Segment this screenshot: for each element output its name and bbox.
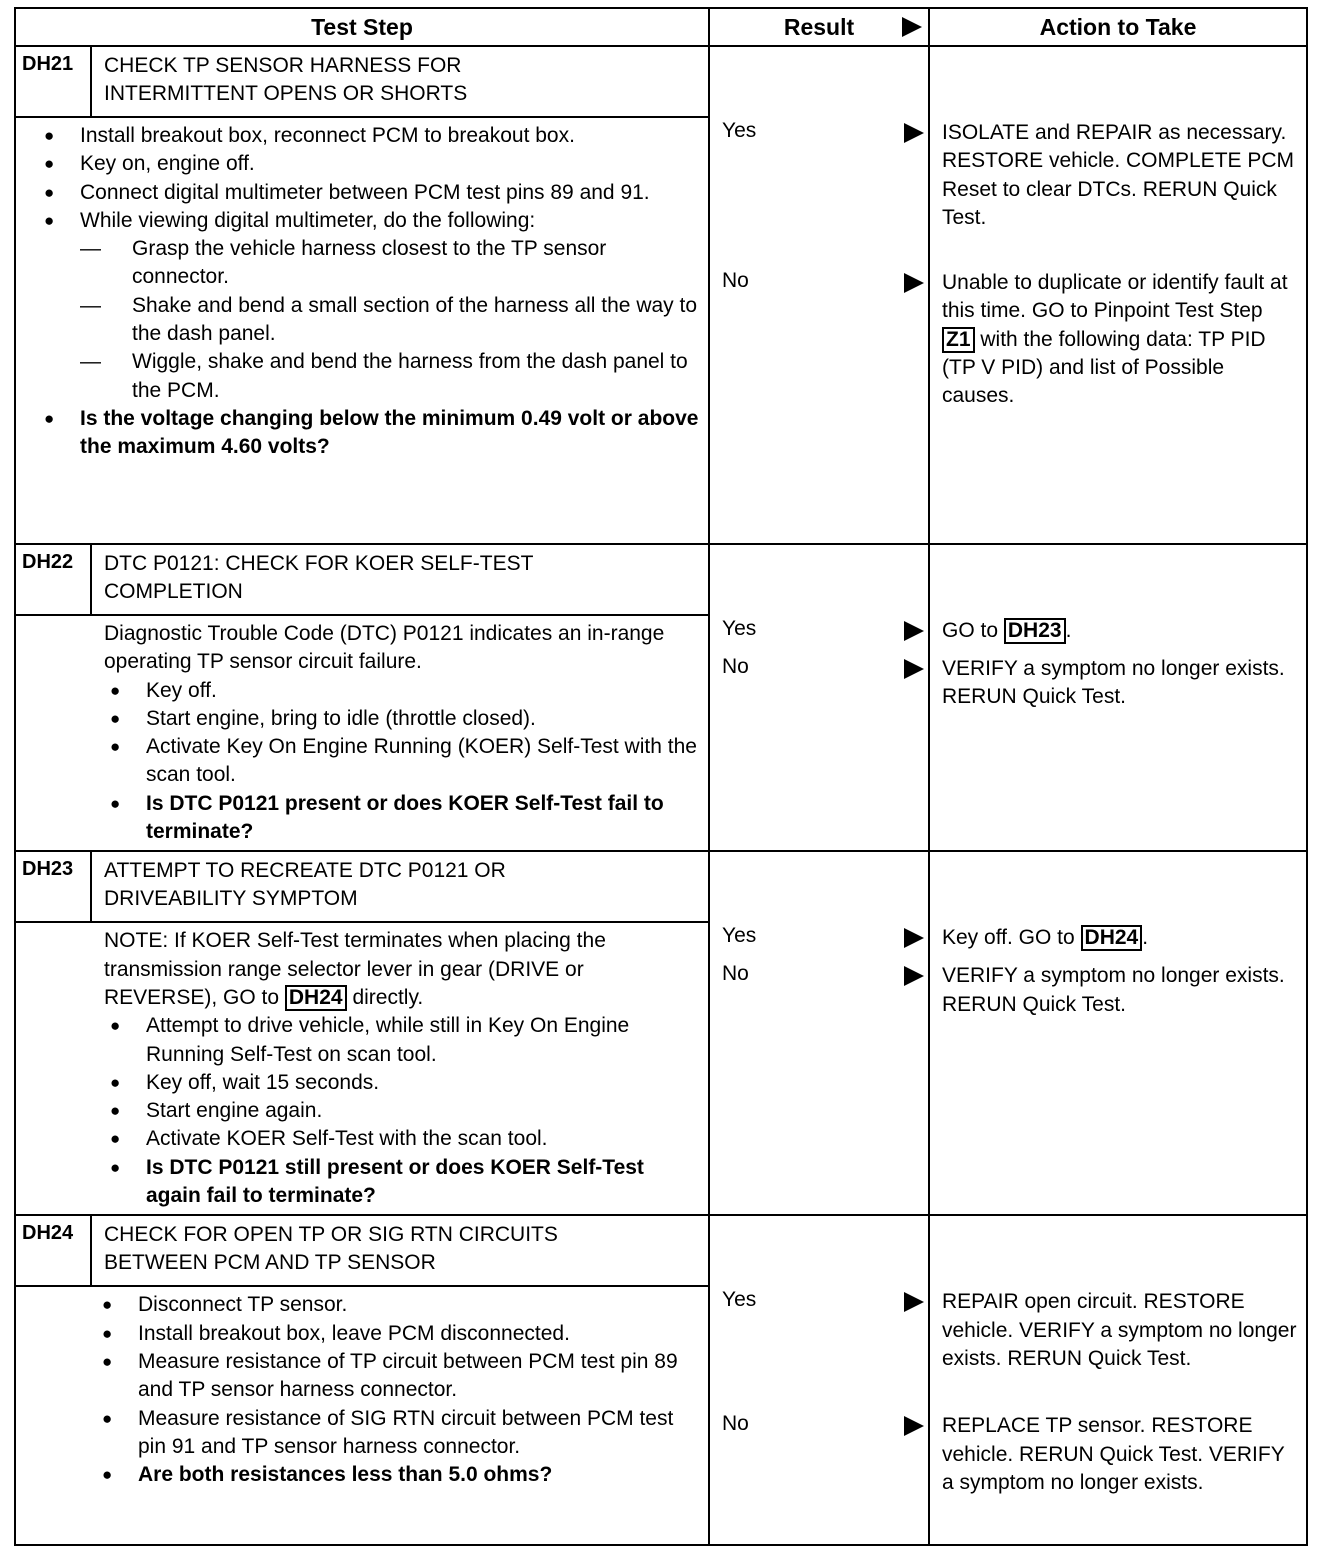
- arrow-right-icon: [904, 928, 924, 948]
- table-row: [15, 544, 1307, 851]
- step-id: DH22: [16, 545, 92, 614]
- step-reference-box[interactable]: DH24: [285, 985, 347, 1011]
- no-action: [942, 269, 1300, 410]
- step-title-line: CHECK FOR OPEN TP OR SIG RTN CIRCUITS: [104, 1223, 558, 1247]
- note-text: directly.: [352, 985, 424, 1009]
- result-no: [722, 269, 749, 293]
- test-step-cell: [15, 851, 709, 1215]
- list-item: ● Attempt to drive vehicle, while still in Key On Engine Running Self-Test on scan tool.: [104, 1012, 700, 1069]
- list-item: ● Install breakout box, leave PCM disconnected.: [96, 1320, 700, 1348]
- step-header: [16, 545, 708, 616]
- yes-action: ISOLATE and REPAIR as necessary. RESTORE vehicle. COMPLETE PCM Reset to clear DTCs. RERUN Quick Test.: [942, 121, 1295, 229]
- action-cell: [929, 544, 1307, 851]
- step-title-line: BETWEEN PCM AND TP SENSOR: [104, 1251, 436, 1275]
- arrow-right-icon: [904, 1292, 924, 1312]
- arrow-right-icon: [904, 621, 924, 641]
- yes-action-text: .: [1065, 619, 1072, 642]
- result-no-label: No: [722, 269, 749, 292]
- list-item: ● Key on, engine off.: [38, 150, 700, 178]
- result-yes-label: Yes: [722, 119, 757, 142]
- step-title: [92, 47, 477, 116]
- result-yes: [722, 617, 756, 641]
- arrow-right-icon: [904, 273, 924, 293]
- list-item: ● Measure resistance of TP circuit between PCM test pin 89 and TP sensor harness connector.: [96, 1348, 700, 1405]
- list-item: ● Disconnect TP sensor.: [96, 1291, 700, 1319]
- result-yes-label: Yes: [722, 924, 757, 948]
- yes-action-text: .: [1142, 926, 1149, 950]
- step-body: [16, 616, 708, 850]
- list-item: ● Install breakout box, reconnect PCM to breakout box.: [38, 122, 700, 150]
- step-title: [92, 1216, 568, 1285]
- step-question: ● Is DTC P0121 still present or does KOER Self-Test again fail to terminate?: [104, 1154, 700, 1211]
- sub-list-item: — Shake and bend a small section of the harness all the way to the dash panel.: [80, 292, 700, 349]
- result-no-label: No: [722, 655, 749, 678]
- result-no: [722, 655, 749, 679]
- test-step-cell: [15, 1215, 709, 1545]
- no-action: VERIFY a symptom no longer exists. RERUN Quick Test.: [942, 657, 1285, 709]
- test-step-cell: [15, 544, 709, 851]
- action-cell: [929, 46, 1307, 544]
- diagnostic-table-page: [14, 7, 1306, 1537]
- arrow-right-icon: [904, 659, 924, 679]
- result-yes: [722, 924, 756, 948]
- list-item: ● Measure resistance of SIG RTN circuit between PCM test pin 91 and TP sensor harness connector.: [96, 1405, 700, 1462]
- pinpoint-test-table: [14, 7, 1308, 1546]
- step-title-line: DTC P0121: CHECK FOR KOER SELF-TEST: [104, 552, 534, 575]
- result-cell: [709, 544, 929, 851]
- result-cell: [709, 46, 929, 544]
- step-title: [92, 852, 516, 921]
- step-note: [104, 927, 700, 1012]
- result-no-label: No: [722, 1412, 749, 1436]
- step-question: ● Is DTC P0121 present or does KOER Self-Test fail to terminate?: [104, 790, 700, 847]
- yes-action-text: GO to: [942, 619, 999, 642]
- sub-list-item: — Grasp the vehicle harness closest to the TP sensor connector.: [80, 235, 700, 292]
- list-item: ● Start engine, bring to idle (throttle closed).: [104, 705, 700, 733]
- step-reference-box[interactable]: Z1: [942, 327, 975, 353]
- step-body: [16, 923, 708, 1214]
- step-id: DH23: [16, 852, 92, 921]
- no-action: VERIFY a symptom no longer exists. RERUN Quick Test.: [942, 964, 1285, 1016]
- result-no-label: No: [722, 962, 749, 986]
- step-title-line: INTERMITTENT OPENS OR SHORTS: [104, 82, 468, 105]
- step-id: DH21: [16, 47, 92, 116]
- step-header: [16, 47, 708, 118]
- step-title-line: COMPLETION: [104, 580, 243, 603]
- no-action-text: with the following data: TP PID (TP V PID) and list of Possible causes.: [942, 327, 1266, 408]
- result-yes: [722, 119, 756, 143]
- list-item: ● Key off, wait 15 seconds.: [104, 1069, 700, 1097]
- step-title-line: DRIVEABILITY SYMPTOM: [104, 887, 358, 911]
- header-result: [709, 8, 929, 46]
- no-action: REPLACE TP sensor. RESTORE vehicle. RERUN Quick Test. VERIFY a symptom no longer exists.: [942, 1414, 1285, 1494]
- arrow-right-icon: [904, 1416, 924, 1436]
- arrow-right-icon: [904, 123, 924, 143]
- step-title: [92, 545, 543, 614]
- list-item: ● Connect digital multimeter between PCM test pins 89 and 91.: [38, 179, 700, 207]
- result-yes: [722, 1288, 756, 1312]
- step-reference-box[interactable]: DH23: [1004, 618, 1066, 644]
- result-yes-label: Yes: [722, 1288, 757, 1312]
- step-header: [16, 852, 708, 923]
- arrow-right-icon: [902, 17, 922, 37]
- table-row: [15, 46, 1307, 544]
- step-id: DH24: [16, 1216, 92, 1285]
- result-cell: [709, 1215, 929, 1545]
- yes-action: [942, 617, 1300, 645]
- table-row: [15, 1215, 1307, 1545]
- list-item: ● Start engine again.: [104, 1097, 700, 1125]
- table-header-row: [15, 8, 1307, 46]
- list-item: ● Key off.: [104, 677, 700, 705]
- list-item: ● Activate Key On Engine Running (KOER) Self-Test with the scan tool.: [104, 733, 700, 790]
- step-question: ● Are both resistances less than 5.0 ohms?: [96, 1461, 700, 1489]
- table-row: [15, 851, 1307, 1215]
- arrow-right-icon: [904, 966, 924, 986]
- step-body: [16, 118, 708, 466]
- step-reference-box[interactable]: DH24: [1081, 925, 1143, 951]
- yes-action-text: Key off. GO to: [942, 926, 1075, 950]
- no-action-text: Unable to duplicate or identify fault at this time. GO to Pinpoint Test Step: [942, 271, 1288, 323]
- list-item: ● While viewing digital multimeter, do the following:: [38, 207, 700, 235]
- result-cell: [709, 851, 929, 1215]
- header-result-label: Result: [783, 13, 855, 40]
- action-cell: [929, 1215, 1307, 1545]
- test-step-cell: [15, 46, 709, 544]
- result-no: [722, 1412, 749, 1436]
- step-question: ● Is the voltage changing below the minimum 0.49 volt or above the maximum 4.60 volts?: [38, 405, 700, 462]
- step-title-line: ATTEMPT TO RECREATE DTC P0121 OR: [104, 859, 506, 883]
- note-text: NOTE: If KOER Self-Test terminates when placing the transmission range selector lever in gear (DRIVE or REVERSE), GO to: [104, 929, 606, 1009]
- header-action: Action to Take: [929, 8, 1307, 46]
- result-no: [722, 962, 749, 986]
- header-test-step: Test Step: [15, 8, 709, 46]
- sub-list-item: — Wiggle, shake and bend the harness from the dash panel to the PCM.: [80, 348, 700, 405]
- yes-action: REPAIR open circuit. RESTORE vehicle. VERIFY a symptom no longer exists. RERUN Quick Test.: [942, 1290, 1297, 1370]
- step-title-line: CHECK TP SENSOR HARNESS FOR: [104, 54, 462, 77]
- result-yes-label: Yes: [722, 617, 757, 640]
- step-body: [16, 1287, 708, 1493]
- step-intro: Diagnostic Trouble Code (DTC) P0121 indicates an in-range operating TP sensor circuit failure.: [104, 622, 665, 674]
- step-header: [16, 1216, 708, 1287]
- list-item: ● Activate KOER Self-Test with the scan tool.: [104, 1125, 700, 1153]
- yes-action: [942, 924, 1300, 952]
- action-cell: [929, 851, 1307, 1215]
